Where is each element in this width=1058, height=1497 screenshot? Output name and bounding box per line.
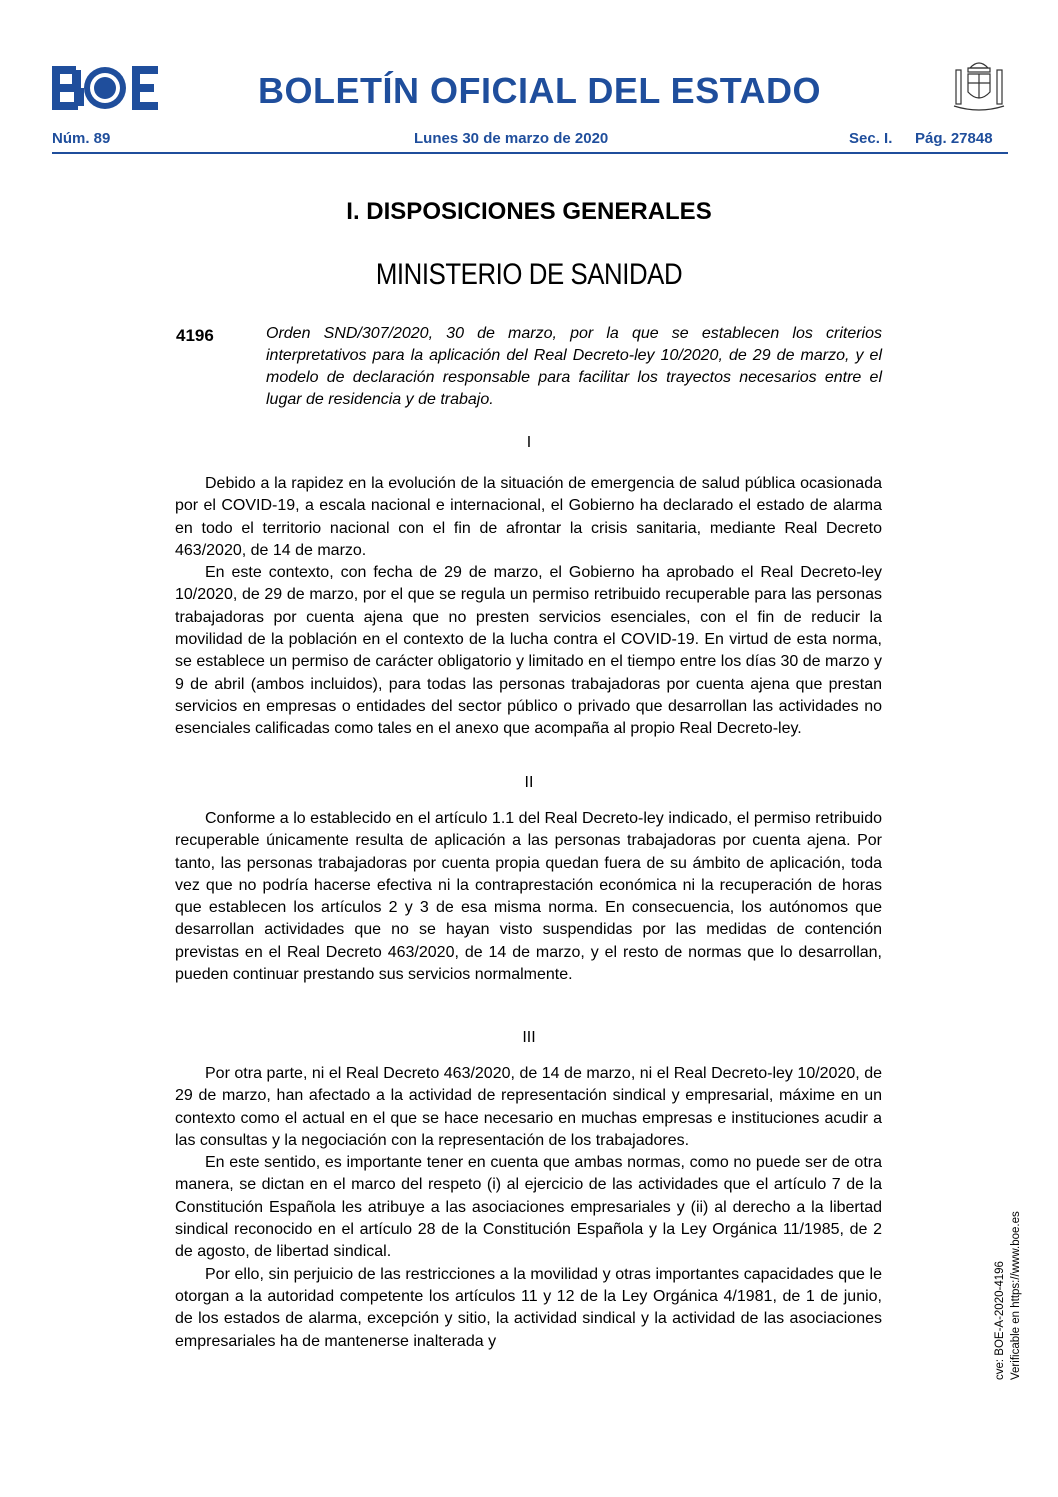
verification-link[interactable]: Verificable en https://www.boe.es xyxy=(1010,1211,1022,1380)
section-title: I. DISPOSICIONES GENERALES xyxy=(346,198,712,225)
header-divider xyxy=(52,152,1008,154)
boe-logo xyxy=(52,66,158,110)
coat-of-arms-icon xyxy=(950,56,1008,116)
verification-margin-note xyxy=(990,1211,1028,1380)
issue-number: Núm. 89 xyxy=(52,130,111,147)
section-heading-ii: II xyxy=(524,774,534,791)
cve-code: cve: BOE-A-2020-4196 xyxy=(994,1261,1006,1380)
paragraph: Por ello, sin perjuicio de las restricciones a la movilidad y otras importantes capacidades que le otorgan a la autoridad competente los artículos 11 y 12 de la Ley Orgánica 4/1981, de 1 de junio, de los estados de alarma, excepción y sitio, la actividad sindical y la actividad de las asociaciones empresariales ha de mantenerse inalterada y xyxy=(175,1265,882,1350)
section-body-ii xyxy=(175,808,882,986)
issue-date: Lunes 30 de marzo de 2020 xyxy=(414,130,609,147)
gazette-title: BOLETÍN OFICIAL DEL ESTADO xyxy=(258,70,822,111)
issue-info-bar xyxy=(52,130,1008,150)
disposition-number: 4196 xyxy=(176,326,214,345)
section-body-i xyxy=(175,473,882,741)
disposition-summary: Orden SND/307/2020, 30 de marzo, por la que se establecen los criterios interpretativos para la aplicación del Real Decreto-ley 10/2020, de 29 de marzo, y el modelo de declaración responsable para facilitar los trayectos necesarios entre el lugar de residencia y de trabajo. xyxy=(266,325,882,408)
paragraph: En este sentido, es importante tener en cuenta que ambas normas, como no puede ser de otra manera, se dictan en el marco del respeto (i) al ejercicio de las actividades que el artículo 7 de la Constitución Española les atribuye a las asociaciones empresariales y (ii) al derecho a la libertad sindical reconocido en el artículo 28 de la Constitución Española y la Ley Orgánica 11/1985, de 2 de agosto, de libertad sindical. xyxy=(175,1154,882,1261)
paragraph: Conforme a lo establecido en el artículo 1.1 del Real Decreto-ley indicado, el permiso retribuido recuperable únicamente resulta de aplicación a las personas trabajadoras por cuenta ajena. Por tanto, las personas trabajadoras por cuenta propia quedan fuera de su ámbito de aplicación, toda vez que no podría hacerse efectiva ni la contraprestación económica ni la recuperación de horas que establecen los artículos 2 y 3 de esa misma norma. En consecuencia, los autónomos que desarrollan actividades que no se hayan visto suspendidas por las medidas de contención previstas en el Real Decreto 463/2020, de 14 de marzo, y el resto de normas que lo desarrollan, pueden continuar prestando sus servicios normalmente. xyxy=(175,810,882,984)
paragraph: En este contexto, con fecha de 29 de marzo, el Gobierno ha aprobado el Real Decreto-ley 10/2020, de 29 de marzo, por el que se regula un permiso retribuido recuperable para las personas trabajadoras por cuenta ajena que no presten servicios esenciales, con el fin de reducir la movilidad de la población en el contexto de la lucha contra el COVID-19. En virtud de esta norma, se establece un permiso de carácter obligatorio y limitado en el tiempo entre los días 30 de marzo y 9 de abril (ambos incluidos), para todas las personas trabajadoras por cuenta ajena que prestan servicios en empresas o entidades del sector público o privado que desarrollan las actividades no esenciales calificadas como tales en el anexo que acompaña al propio Real Decreto-ley. xyxy=(175,564,882,738)
section-heading-iii: III xyxy=(522,1029,536,1046)
page-number: Pág. 27848 xyxy=(915,130,993,147)
section-heading-i: I xyxy=(526,434,532,451)
ministry-title: MINISTERIO DE SANIDAD xyxy=(375,258,683,291)
paragraph: Debido a la rapidez en la evolución de la situación de emergencia de salud pública ocasionada por el COVID-19, a escala nacional e internacional, el Gobierno ha declarado el estado de alarma en todo el territorio nacional con el fin de afrontar la crisis sanitaria, mediante Real Decreto 463/2020, de 14 de marzo. xyxy=(175,475,882,559)
section-label: Sec. I. xyxy=(849,130,893,147)
paragraph: Por otra parte, ni el Real Decreto 463/2020, de 14 de marzo, ni el Real Decreto-ley 10/2020, de 29 de marzo, han afectado a la actividad de representación sindical y empresarial, máxime en un contexto como el actual en el que se hace necesario en muchas empresas e instituciones acudir a las consultas y la negociación con la representación de los trabajadores. xyxy=(175,1065,882,1149)
section-body-iii xyxy=(175,1063,882,1353)
